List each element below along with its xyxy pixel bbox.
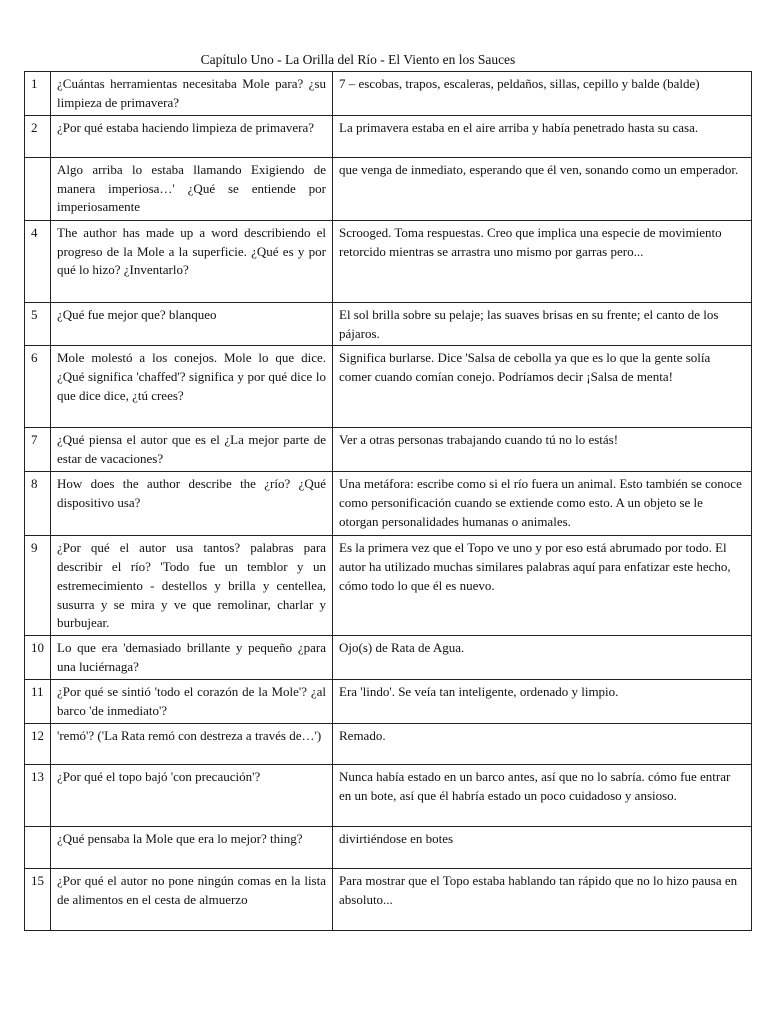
table-row <box>25 826 752 868</box>
table-row <box>25 868 752 930</box>
table-row <box>25 72 752 116</box>
answer-cell: Ver a otras personas trabajando cuando tú no lo estás! <box>333 428 752 472</box>
answer-cell: Ojo(s) de Rata de Agua. <box>333 636 752 680</box>
answer-cell: 7 – escobas, trapos, escaleras, peldaños, sillas, cepillo y balde (balde) <box>333 72 752 116</box>
question-cell: ¿Qué fue mejor que? blanqueo <box>51 302 333 346</box>
question-cell: ¿Qué piensa el autor que es el ¿La mejor parte de estar de vacaciones? <box>51 428 333 472</box>
answer-cell: El sol brilla sobre su pelaje; las suaves brisas en su frente; el canto de los pájaros. <box>333 302 752 346</box>
row-number: 11 <box>25 679 51 723</box>
row-number: 8 <box>25 472 51 536</box>
answer-cell: Es la primera vez que el Topo ve uno y por eso está abrumado por todo. El autor ha utilizado muchas similares palabras aquí para enfatizar este hecho, cómo todo lo que él es nuevo. <box>333 536 752 636</box>
table-row <box>25 764 752 826</box>
table-row <box>25 636 752 680</box>
question-cell: ¿Qué pensaba la Mole que era lo mejor? thing? <box>51 826 333 868</box>
question-cell: The author has made up a word describiendo el progreso de la Mole a la superficie. ¿Qué es y por qué lo hizo? ¿Inventarlo? <box>51 220 333 302</box>
question-cell: ¿Por qué estaba haciendo limpieza de primavera? <box>51 115 333 157</box>
row-number: 13 <box>25 764 51 826</box>
answer-cell: La primavera estaba en el aire arriba y había penetrado hasta su casa. <box>333 115 752 157</box>
question-cell: ¿Por qué el autor no pone ningún comas en la lista de alimentos en el cesta de almuerzo <box>51 868 333 930</box>
answer-cell: divirtiéndose en botes <box>333 826 752 868</box>
row-number: 12 <box>25 723 51 764</box>
table-row <box>25 723 752 764</box>
question-cell: Lo que era 'demasiado brillante y pequeño ¿para una luciérnaga? <box>51 636 333 680</box>
row-number <box>25 157 51 220</box>
answer-cell: Significa burlarse. Dice 'Salsa de cebolla ya que es lo que la gente solía comer cuando comían conejo. Podríamos decir ¡Salsa de menta! <box>333 346 752 428</box>
qa-table <box>24 71 752 931</box>
row-number: 4 <box>25 220 51 302</box>
table-row <box>25 157 752 220</box>
question-cell: Algo arriba lo estaba llamando Exigiendo de manera imperiosa…' ¿Qué se entiende por imperiosamente <box>51 157 333 220</box>
question-cell: How does the author describe the ¿río? ¿Qué dispositivo usa? <box>51 472 333 536</box>
answer-cell: Una metáfora: escribe como si el río fuera un animal. Esto también se conoce como personificación cuando se extiende como esto. A un objeto se le otorgan personalidades humanas o animales. <box>333 472 752 536</box>
answer-cell: Nunca había estado en un barco antes, así que no lo sabría. cómo fue entrar en un bote, así que él habría estado un poco cuidadoso y ansioso. <box>333 764 752 826</box>
row-number <box>25 826 51 868</box>
question-cell: ¿Cuántas herramientas necesitaba Mole para? ¿su limpieza de primavera? <box>51 72 333 116</box>
answer-cell: Remado. <box>333 723 752 764</box>
row-number: 1 <box>25 72 51 116</box>
answer-cell: que venga de inmediato, esperando que él ven, sonando como un emperador. <box>333 157 752 220</box>
row-number: 5 <box>25 302 51 346</box>
row-number: 15 <box>25 868 51 930</box>
table-row <box>25 302 752 346</box>
answer-cell: Era 'lindo'. Se veía tan inteligente, ordenado y limpio. <box>333 679 752 723</box>
question-cell: ¿Por qué el topo bajó 'con precaución'? <box>51 764 333 826</box>
row-number: 9 <box>25 536 51 636</box>
row-number: 2 <box>25 115 51 157</box>
question-cell: Mole molestó a los conejos. Mole lo que dice. ¿Qué significa 'chaffed'? significa y por qué dice lo que dice dice, ¿tú crees? <box>51 346 333 428</box>
answer-cell: Para mostrar que el Topo estaba hablando tan rápido que no lo hizo pausa en absoluto... <box>333 868 752 930</box>
table-row <box>25 220 752 302</box>
row-number: 10 <box>25 636 51 680</box>
question-cell: 'remó'? ('La Rata remó con destreza a través de…') <box>51 723 333 764</box>
row-number: 7 <box>25 428 51 472</box>
answer-cell: Scrooged. Toma respuestas. Creo que implica una especie de movimiento retorcido mientras se arrastra uno mismo por garras pero... <box>333 220 752 302</box>
question-cell: ¿Por qué se sintió 'todo el corazón de la Mole'? ¿al barco 'de inmediato'? <box>51 679 333 723</box>
table-row <box>25 115 752 157</box>
table-row <box>25 679 752 723</box>
table-row <box>25 346 752 428</box>
question-cell: ¿Por qué el autor usa tantos? palabras para describir el río? 'Todo fue un temblor y un estremecimiento - destellos y brilla y centellea, susurra y se mira y ve que remolinar, charlar y burbujear. <box>51 536 333 636</box>
row-number: 6 <box>25 346 51 428</box>
table-row <box>25 472 752 536</box>
page-title: Capítulo Uno - La Orilla del Río - El Viento en los Sauces <box>200 52 516 67</box>
table-row <box>25 536 752 636</box>
table-row <box>25 428 752 472</box>
